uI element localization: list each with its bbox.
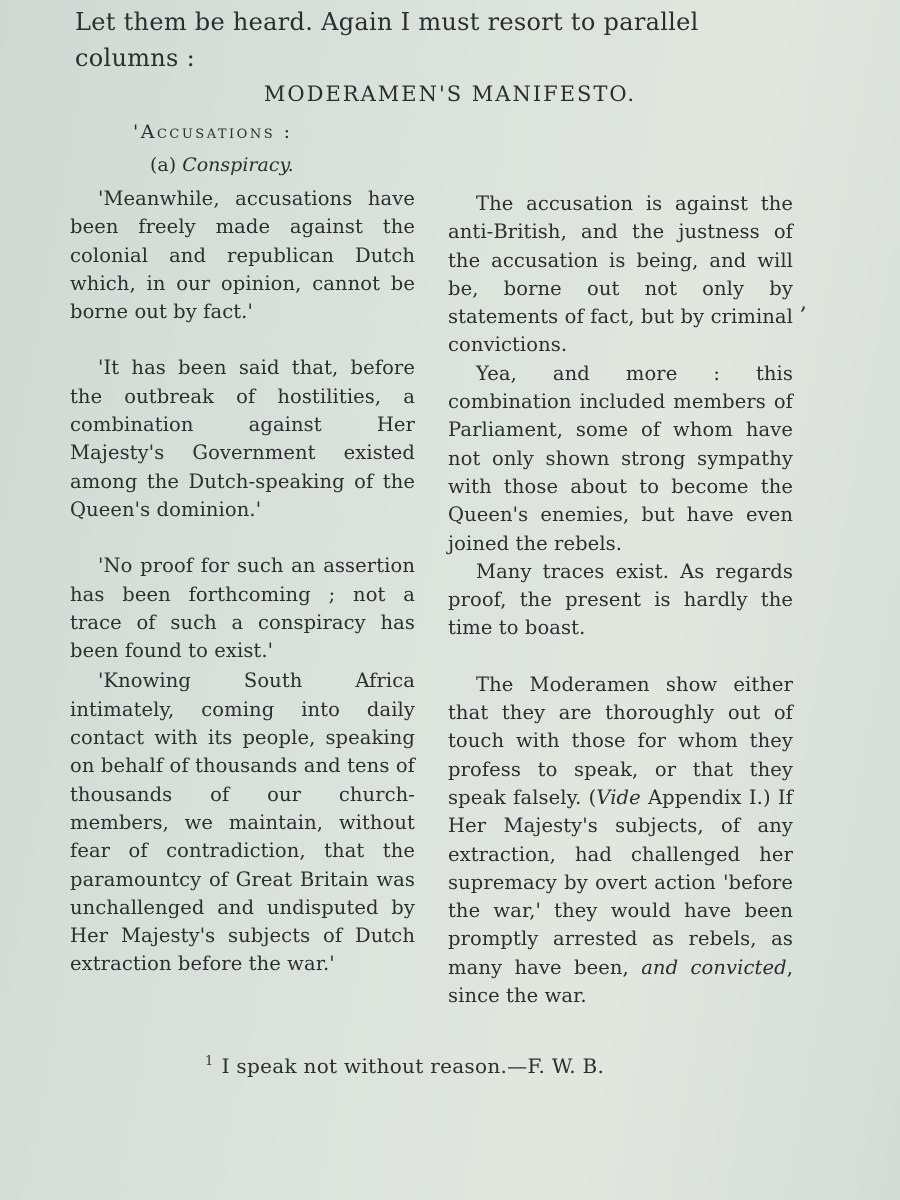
left-paragraph-4: 'Knowing South Africa intimately, coming into daily contact with its people, speaking on behalf of thousands and tens of thousands of our church-members, we maintain, without fear of contradiction, that the paramountcy of Great Britain was unchallenged and undisputed by Her Majesty's subjects of Dutch extraction before the war.' bbox=[70, 669, 415, 976]
right-paragraph-4 bbox=[448, 671, 793, 1011]
p4-vide: Vide bbox=[596, 785, 641, 809]
right-column-responses bbox=[448, 190, 793, 1010]
footnote-text: I speak not without reason.—F. W. B. bbox=[221, 1054, 605, 1078]
accusations-subheading bbox=[150, 154, 294, 176]
p4-text-1: The Moderamen show either that they are thoroughly out of touch with those for whom they profess to speak, or that they speak falsely. ( bbox=[448, 672, 793, 809]
left-paragraph-3: 'No proof for such an assertion has been forthcoming ; not a trace of such a conspiracy has been found to exist.' bbox=[70, 554, 415, 663]
right-paragraph-1: The accusation is against the anti-British, and the justness of the accusation is being, and will be, borne out not only by statements of fact, but by criminal convictions. bbox=[448, 192, 793, 357]
right-paragraph-3: Many traces exist. As regards proof, the present is hardly the time to boast. bbox=[448, 559, 793, 640]
right-paragraph-2: Yea, and more : this combination included members of Parliament, some of whom have not only shown strong sympathy with those about to become the Queen's enemies, but have even joined the rebels. bbox=[448, 361, 793, 555]
p4-text-3: , since the war. bbox=[448, 955, 793, 1008]
left-column-quotes bbox=[70, 185, 415, 979]
margin-mark: , bbox=[800, 290, 807, 315]
sub-title: Conspiracy. bbox=[182, 154, 294, 176]
p4-text-2: Appendix I.) If Her Majesty's subjects, of any extraction, had challenged her supremacy by overt action 'before the war,' they would have been promptly arrested as rebels, as many have been, bbox=[448, 785, 793, 979]
left-paragraph-2: 'It has been said that, before the outbreak of hostilities, a combination against Her Majesty's Government existed among the Dutch-speaking of the Queen's dominion.' bbox=[70, 356, 415, 521]
footnote-number: 1 bbox=[205, 1054, 214, 1070]
p4-emphasis: and convicted bbox=[641, 955, 787, 979]
left-paragraph-1: 'Meanwhile, accusations have been freely made against the colonial and republican Dutch which, in our opinion, cannot be borne out by fact.' bbox=[70, 187, 415, 324]
footnote bbox=[205, 1054, 604, 1078]
intro-paragraph: Let them be heard. Again I must resort to parallel columns : bbox=[75, 8, 699, 72]
section-title: MODERAMEN'S MANIFESTO. bbox=[263, 82, 637, 106]
accusations-heading: 'Accusations : bbox=[133, 121, 293, 143]
sub-label: (a) bbox=[150, 154, 177, 176]
